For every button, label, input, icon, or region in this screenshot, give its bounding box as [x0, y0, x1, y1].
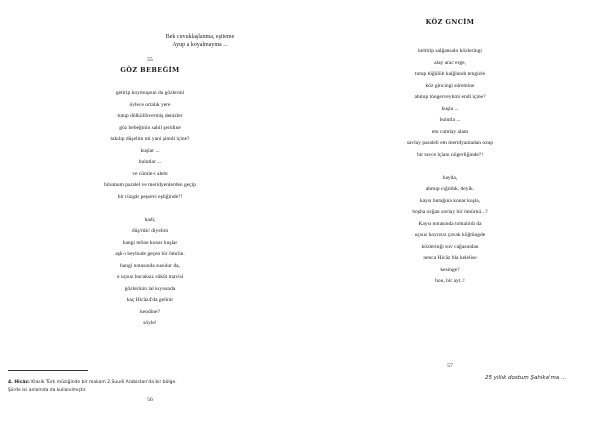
verse-line: söyle! — [143, 320, 157, 326]
epigraph — [120, 33, 280, 49]
verse-line: hangi teline konar kuşlar — [122, 239, 178, 246]
verse-line: bir tavce lçlanı nögerliğinde?! — [416, 151, 484, 158]
verse-line: em cumlay alam — [431, 128, 469, 135]
verse-line: kuşla ... — [441, 105, 459, 112]
verse-line: boşha ozğan savlay bir ömürnü...? — [412, 209, 488, 215]
verse-line: göz bebeğinin sahil şeridine — [119, 124, 181, 131]
verse-line: tutup dölküllüvermiş denizler — [117, 113, 183, 119]
verse-line: savlay paraleli em meridyanladan ozup — [406, 140, 494, 146]
verse-line: kaysı butağına konar kuşla, — [419, 197, 481, 204]
verse-line: Kaysı notasında tohtalıldı da — [418, 220, 482, 227]
verse-line: kuşlar ... — [140, 147, 160, 154]
verse-line: uçsuz koyırsız çavak köğtüngde — [414, 232, 486, 238]
verse-line: ahmıp töngerveykmi endi içine? — [414, 94, 486, 100]
page-number-top: 55 — [147, 57, 153, 63]
poem-body — [300, 46, 600, 288]
verse-line: hayda, — [442, 174, 458, 181]
verse-line: o uçsuz bucaksız sükût mavisi — [116, 274, 184, 280]
verse-line: getirip koymuşsun da gözlerini — [115, 90, 185, 96]
footnote-line-1 — [8, 379, 208, 387]
verse-line: bulutlar ... — [138, 159, 162, 165]
verse-line: alay arac erge, — [434, 59, 466, 66]
footnote-line-2: Şiirde iki anlamda da kullanılmıştır. — [8, 388, 87, 393]
verse-line: gözlerinin lal kıyısında — [124, 285, 176, 292]
verse-line: düş/tük! diyelim — [131, 228, 169, 234]
verse-line: bulutla ... — [439, 117, 461, 123]
verse-line: hadi, — [144, 216, 156, 223]
verse-line: bilumum paralel ve meridyenlerden geçip — [104, 182, 196, 188]
right-page — [300, 0, 600, 433]
page-number: 57 — [447, 363, 453, 369]
verse-line: takılıp düşelim mi yani şimdi içine? — [110, 136, 190, 142]
stanza-break — [0, 203, 300, 215]
verse-line: közlerinği suv cağasından — [421, 243, 479, 250]
page-number-bottom: 56 — [147, 397, 153, 403]
footnote — [8, 379, 208, 395]
verse-line: bir rüzgâr peşsevi eşliğinde?! — [117, 193, 183, 200]
verse-line: kaç Hicâz4'da gelinir — [126, 297, 174, 303]
verse-line: aşk-ı beyhude geçen bir ömrün. — [115, 251, 185, 257]
verse-line: ahmıp cığıldık, deyik. — [425, 186, 475, 192]
epigraph-line-1: Bek cuvuklaşlanma, eşiteme — [165, 34, 235, 40]
verse-line: köz gincingi süremine — [425, 82, 475, 89]
verse-line: öylece ortalık yere — [129, 101, 171, 108]
footnote-term: 4. Hicâz: — [8, 380, 30, 385]
verse-line: tutup töğülüb kalğlandı tengizle — [414, 71, 486, 77]
verse-line: nenca Hicâz bla kelelise — [423, 255, 477, 261]
epigraph-line-2: Ayup a koyalmayma ... — [172, 42, 228, 48]
footnote-text: Klasik Türk müziğinde bir makam 2.Suudi Arabistan'da bir bölge. — [31, 380, 177, 385]
verse-line: kendine? — [140, 308, 160, 315]
footnote-divider — [8, 370, 88, 371]
stanza-break — [300, 161, 600, 173]
dedication: 25 yıllık dostum Şahika'ma ... — [485, 375, 567, 381]
poem-title: GÖZ BEBEĞİM — [120, 66, 180, 74]
poem-body — [0, 88, 300, 330]
verse-line: hou, bir ayt..! — [435, 278, 465, 284]
verse-line: ve cümle-i alem — [132, 170, 168, 177]
verse-line: keltirip salğansalo közleringi — [418, 48, 482, 54]
verse-line: hangi notasında susulur da, — [120, 262, 180, 269]
poem-title: KÖZ GNCİM — [425, 18, 475, 26]
verse-line: kesinge? — [440, 266, 460, 273]
